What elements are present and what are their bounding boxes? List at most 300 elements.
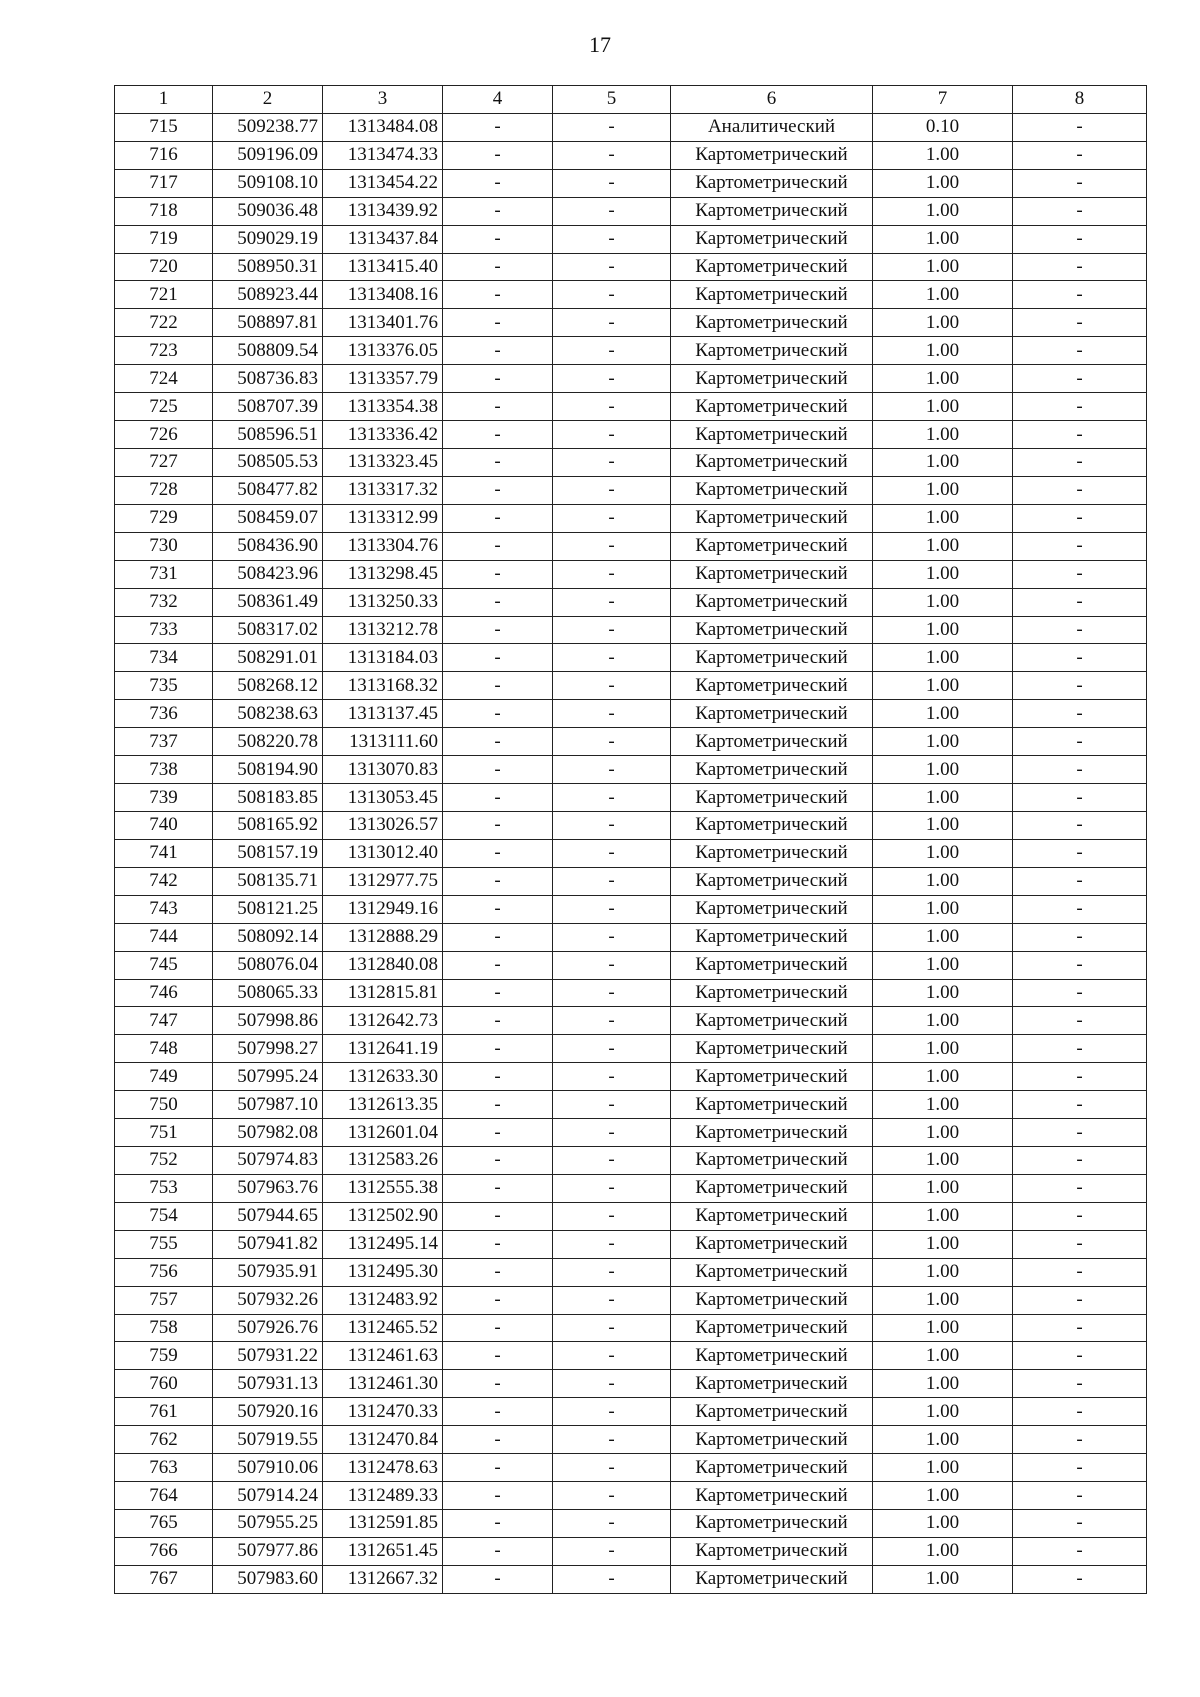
cell-col-4: -	[443, 979, 553, 1007]
coordinates-table	[114, 85, 1147, 1594]
cell-col-8: -	[1013, 1510, 1147, 1538]
cell-col-5: -	[553, 309, 671, 337]
cell-col-8: -	[1013, 169, 1147, 197]
cell-coord-y: 1312465.52	[323, 1314, 443, 1342]
cell-col-5: -	[553, 951, 671, 979]
cell-point-number: 752	[115, 1147, 213, 1175]
cell-accuracy: 1.00	[873, 1510, 1013, 1538]
cell-point-number: 758	[115, 1314, 213, 1342]
cell-col-5: -	[553, 700, 671, 728]
cell-method: Картометрический	[671, 1035, 873, 1063]
cell-accuracy: 1.00	[873, 281, 1013, 309]
cell-col-8: -	[1013, 1174, 1147, 1202]
cell-coord-y: 1313317.32	[323, 476, 443, 504]
cell-point-number: 751	[115, 1119, 213, 1147]
cell-accuracy: 1.00	[873, 644, 1013, 672]
table-row	[115, 1342, 1147, 1370]
cell-accuracy: 1.00	[873, 337, 1013, 365]
cell-col-5: -	[553, 1119, 671, 1147]
cell-col-8: -	[1013, 756, 1147, 784]
cell-method: Аналитический	[671, 113, 873, 141]
cell-method: Картометрический	[671, 1510, 873, 1538]
cell-accuracy: 1.00	[873, 895, 1013, 923]
cell-method: Картометрический	[671, 951, 873, 979]
cell-coord-x: 508423.96	[213, 560, 323, 588]
cell-col-4: -	[443, 1314, 553, 1342]
cell-coord-x: 508076.04	[213, 951, 323, 979]
cell-coord-x: 507944.65	[213, 1202, 323, 1230]
cell-method: Картометрический	[671, 421, 873, 449]
cell-coord-y: 1312470.33	[323, 1398, 443, 1426]
cell-method: Картометрический	[671, 504, 873, 532]
cell-coord-x: 508092.14	[213, 923, 323, 951]
cell-accuracy: 1.00	[873, 1565, 1013, 1593]
cell-coord-x: 509108.10	[213, 169, 323, 197]
cell-col-4: -	[443, 309, 553, 337]
table-row	[115, 169, 1147, 197]
cell-method: Картометрический	[671, 141, 873, 169]
cell-method: Картометрический	[671, 281, 873, 309]
cell-method: Картометрический	[671, 1286, 873, 1314]
cell-accuracy: 1.00	[873, 923, 1013, 951]
table-row	[115, 923, 1147, 951]
cell-point-number: 742	[115, 867, 213, 895]
cell-col-8: -	[1013, 1286, 1147, 1314]
cell-coord-y: 1313312.99	[323, 504, 443, 532]
cell-accuracy: 1.00	[873, 1230, 1013, 1258]
cell-coord-x: 508291.01	[213, 644, 323, 672]
table-row	[115, 1119, 1147, 1147]
cell-col-4: -	[443, 1063, 553, 1091]
cell-coord-y: 1313354.38	[323, 393, 443, 421]
cell-coord-x: 507963.76	[213, 1174, 323, 1202]
table-header	[115, 86, 1147, 114]
cell-col-8: -	[1013, 1147, 1147, 1175]
cell-method: Картометрический	[671, 197, 873, 225]
cell-accuracy: 1.00	[873, 1258, 1013, 1286]
cell-coord-x: 507919.55	[213, 1426, 323, 1454]
cell-method: Картометрический	[671, 672, 873, 700]
table-row	[115, 281, 1147, 309]
cell-method: Картометрический	[671, 393, 873, 421]
cell-accuracy: 1.00	[873, 1342, 1013, 1370]
cell-col-8: -	[1013, 476, 1147, 504]
cell-col-4: -	[443, 756, 553, 784]
cell-accuracy: 1.00	[873, 588, 1013, 616]
cell-col-5: -	[553, 616, 671, 644]
cell-col-8: -	[1013, 811, 1147, 839]
cell-col-8: -	[1013, 867, 1147, 895]
cell-coord-y: 1313401.76	[323, 309, 443, 337]
cell-col-4: -	[443, 1510, 553, 1538]
cell-method: Картометрический	[671, 1314, 873, 1342]
cell-method: Картометрический	[671, 1426, 873, 1454]
cell-point-number: 722	[115, 309, 213, 337]
table-row	[115, 225, 1147, 253]
cell-coord-y: 1313484.08	[323, 113, 443, 141]
table-row	[115, 588, 1147, 616]
table-row	[115, 1482, 1147, 1510]
header-row	[115, 86, 1147, 114]
cell-col-4: -	[443, 895, 553, 923]
cell-point-number: 762	[115, 1426, 213, 1454]
cell-coord-y: 1312840.08	[323, 951, 443, 979]
cell-coord-x: 508165.92	[213, 811, 323, 839]
cell-col-8: -	[1013, 1370, 1147, 1398]
cell-coord-x: 507931.22	[213, 1342, 323, 1370]
table-row	[115, 365, 1147, 393]
cell-col-5: -	[553, 393, 671, 421]
cell-coord-x: 507920.16	[213, 1398, 323, 1426]
cell-coord-x: 508505.53	[213, 448, 323, 476]
cell-point-number: 746	[115, 979, 213, 1007]
cell-method: Картометрический	[671, 1007, 873, 1035]
cell-coord-y: 1312591.85	[323, 1510, 443, 1538]
cell-col-4: -	[443, 448, 553, 476]
cell-accuracy: 1.00	[873, 700, 1013, 728]
cell-coord-x: 508065.33	[213, 979, 323, 1007]
table-row	[115, 811, 1147, 839]
cell-accuracy: 1.00	[873, 1370, 1013, 1398]
cell-accuracy: 1.00	[873, 756, 1013, 784]
cell-coord-x: 507941.82	[213, 1230, 323, 1258]
cell-col-5: -	[553, 1258, 671, 1286]
cell-col-5: -	[553, 588, 671, 616]
cell-method: Картометрический	[671, 448, 873, 476]
cell-coord-y: 1312470.84	[323, 1426, 443, 1454]
cell-point-number: 737	[115, 728, 213, 756]
cell-point-number: 733	[115, 616, 213, 644]
cell-coord-y: 1313439.92	[323, 197, 443, 225]
table-row	[115, 1286, 1147, 1314]
cell-col-4: -	[443, 1565, 553, 1593]
cell-coord-x: 508317.02	[213, 616, 323, 644]
cell-coord-x: 508809.54	[213, 337, 323, 365]
cell-coord-x: 508361.49	[213, 588, 323, 616]
cell-method: Картометрический	[671, 756, 873, 784]
cell-point-number: 715	[115, 113, 213, 141]
cell-accuracy: 1.00	[873, 616, 1013, 644]
cell-coord-x: 507935.91	[213, 1258, 323, 1286]
cell-accuracy: 1.00	[873, 1286, 1013, 1314]
cell-accuracy: 1.00	[873, 1314, 1013, 1342]
header-cell-8: 8	[1013, 86, 1147, 114]
cell-accuracy: 1.00	[873, 979, 1013, 1007]
cell-coord-x: 508923.44	[213, 281, 323, 309]
table-row	[115, 393, 1147, 421]
cell-point-number: 727	[115, 448, 213, 476]
cell-point-number: 741	[115, 839, 213, 867]
cell-col-4: -	[443, 1091, 553, 1119]
cell-coord-y: 1312633.30	[323, 1063, 443, 1091]
table-row	[115, 504, 1147, 532]
cell-coord-x: 507998.27	[213, 1035, 323, 1063]
cell-col-4: -	[443, 253, 553, 281]
cell-col-5: -	[553, 1537, 671, 1565]
cell-method: Картометрический	[671, 1258, 873, 1286]
cell-method: Картометрический	[671, 616, 873, 644]
cell-col-8: -	[1013, 923, 1147, 951]
cell-method: Картометрический	[671, 1454, 873, 1482]
cell-col-4: -	[443, 1147, 553, 1175]
table-row	[115, 1091, 1147, 1119]
cell-accuracy: 1.00	[873, 560, 1013, 588]
cell-accuracy: 1.00	[873, 476, 1013, 504]
cell-accuracy: 1.00	[873, 1119, 1013, 1147]
table-row	[115, 1063, 1147, 1091]
cell-col-4: -	[443, 784, 553, 812]
cell-col-5: -	[553, 560, 671, 588]
cell-coord-y: 1313250.33	[323, 588, 443, 616]
cell-point-number: 765	[115, 1510, 213, 1538]
cell-col-4: -	[443, 1398, 553, 1426]
cell-point-number: 735	[115, 672, 213, 700]
cell-accuracy: 1.00	[873, 1063, 1013, 1091]
cell-col-8: -	[1013, 393, 1147, 421]
cell-coord-y: 1313070.83	[323, 756, 443, 784]
cell-point-number: 739	[115, 784, 213, 812]
cell-method: Картометрический	[671, 365, 873, 393]
cell-col-8: -	[1013, 1202, 1147, 1230]
cell-col-5: -	[553, 1398, 671, 1426]
cell-col-5: -	[553, 169, 671, 197]
cell-col-5: -	[553, 253, 671, 281]
cell-method: Картометрический	[671, 979, 873, 1007]
cell-accuracy: 1.00	[873, 393, 1013, 421]
cell-col-4: -	[443, 113, 553, 141]
cell-col-8: -	[1013, 309, 1147, 337]
cell-coord-y: 1312949.16	[323, 895, 443, 923]
cell-coord-x: 507910.06	[213, 1454, 323, 1482]
cell-accuracy: 1.00	[873, 169, 1013, 197]
cell-method: Картометрический	[671, 700, 873, 728]
cell-point-number: 764	[115, 1482, 213, 1510]
cell-col-8: -	[1013, 421, 1147, 449]
cell-coord-y: 1313298.45	[323, 560, 443, 588]
cell-accuracy: 1.00	[873, 951, 1013, 979]
cell-col-4: -	[443, 672, 553, 700]
cell-method: Картометрический	[671, 1537, 873, 1565]
cell-coord-x: 507998.86	[213, 1007, 323, 1035]
table-row	[115, 1398, 1147, 1426]
table-row	[115, 756, 1147, 784]
cell-accuracy: 1.00	[873, 1537, 1013, 1565]
cell-accuracy: 1.00	[873, 225, 1013, 253]
table-row	[115, 1230, 1147, 1258]
cell-point-number: 753	[115, 1174, 213, 1202]
cell-method: Картометрический	[671, 867, 873, 895]
cell-coord-y: 1312601.04	[323, 1119, 443, 1147]
cell-point-number: 726	[115, 421, 213, 449]
table-row	[115, 1202, 1147, 1230]
cell-coord-y: 1313454.22	[323, 169, 443, 197]
cell-point-number: 723	[115, 337, 213, 365]
cell-col-5: -	[553, 197, 671, 225]
cell-col-5: -	[553, 784, 671, 812]
cell-coord-x: 507983.60	[213, 1565, 323, 1593]
table-row	[115, 476, 1147, 504]
cell-accuracy: 1.00	[873, 1091, 1013, 1119]
cell-coord-y: 1312651.45	[323, 1537, 443, 1565]
cell-method: Картометрический	[671, 784, 873, 812]
cell-col-4: -	[443, 504, 553, 532]
cell-coord-x: 509238.77	[213, 113, 323, 141]
cell-col-5: -	[553, 1063, 671, 1091]
cell-col-5: -	[553, 337, 671, 365]
cell-accuracy: 1.00	[873, 839, 1013, 867]
cell-col-5: -	[553, 1230, 671, 1258]
cell-coord-y: 1313026.57	[323, 811, 443, 839]
cell-method: Картометрический	[671, 1482, 873, 1510]
cell-point-number: 729	[115, 504, 213, 532]
cell-method: Картометрический	[671, 1119, 873, 1147]
cell-point-number: 734	[115, 644, 213, 672]
cell-coord-x: 508220.78	[213, 728, 323, 756]
cell-point-number: 731	[115, 560, 213, 588]
cell-col-5: -	[553, 1565, 671, 1593]
table-row	[115, 867, 1147, 895]
cell-col-8: -	[1013, 1007, 1147, 1035]
cell-point-number: 763	[115, 1454, 213, 1482]
cell-accuracy: 1.00	[873, 197, 1013, 225]
cell-accuracy: 0.10	[873, 113, 1013, 141]
cell-coord-y: 1312888.29	[323, 923, 443, 951]
cell-col-4: -	[443, 281, 553, 309]
table-row	[115, 421, 1147, 449]
cell-method: Картометрический	[671, 811, 873, 839]
cell-method: Картометрический	[671, 1398, 873, 1426]
cell-col-8: -	[1013, 1230, 1147, 1258]
cell-coord-y: 1313012.40	[323, 839, 443, 867]
cell-accuracy: 1.00	[873, 141, 1013, 169]
table-row	[115, 448, 1147, 476]
cell-coord-x: 508897.81	[213, 309, 323, 337]
cell-col-8: -	[1013, 1035, 1147, 1063]
cell-accuracy: 1.00	[873, 448, 1013, 476]
cell-coord-x: 508121.25	[213, 895, 323, 923]
cell-point-number: 721	[115, 281, 213, 309]
cell-col-8: -	[1013, 1565, 1147, 1593]
cell-col-8: -	[1013, 365, 1147, 393]
table-row	[115, 700, 1147, 728]
cell-method: Картометрический	[671, 588, 873, 616]
cell-point-number: 740	[115, 811, 213, 839]
cell-coord-x: 509036.48	[213, 197, 323, 225]
cell-col-8: -	[1013, 281, 1147, 309]
cell-col-8: -	[1013, 728, 1147, 756]
cell-col-8: -	[1013, 225, 1147, 253]
cell-col-4: -	[443, 588, 553, 616]
cell-point-number: 745	[115, 951, 213, 979]
cell-coord-x: 507974.83	[213, 1147, 323, 1175]
cell-coord-x: 507926.76	[213, 1314, 323, 1342]
cell-accuracy: 1.00	[873, 1398, 1013, 1426]
cell-col-8: -	[1013, 644, 1147, 672]
table-row	[115, 309, 1147, 337]
cell-col-4: -	[443, 1174, 553, 1202]
cell-point-number: 767	[115, 1565, 213, 1593]
cell-col-5: -	[553, 756, 671, 784]
cell-coord-y: 1313336.42	[323, 421, 443, 449]
cell-method: Картометрический	[671, 337, 873, 365]
cell-coord-y: 1312555.38	[323, 1174, 443, 1202]
cell-method: Картометрический	[671, 560, 873, 588]
cell-col-4: -	[443, 1426, 553, 1454]
cell-col-8: -	[1013, 1454, 1147, 1482]
cell-col-5: -	[553, 839, 671, 867]
cell-col-8: -	[1013, 1482, 1147, 1510]
cell-col-8: -	[1013, 979, 1147, 1007]
cell-coord-x: 508268.12	[213, 672, 323, 700]
cell-col-4: -	[443, 337, 553, 365]
cell-col-4: -	[443, 1482, 553, 1510]
cell-coord-y: 1312583.26	[323, 1147, 443, 1175]
cell-coord-y: 1313357.79	[323, 365, 443, 393]
cell-accuracy: 1.00	[873, 1147, 1013, 1175]
cell-coord-y: 1312461.30	[323, 1370, 443, 1398]
cell-col-8: -	[1013, 672, 1147, 700]
cell-coord-y: 1313376.05	[323, 337, 443, 365]
table-row	[115, 895, 1147, 923]
cell-coord-x: 508707.39	[213, 393, 323, 421]
cell-col-8: -	[1013, 1091, 1147, 1119]
cell-col-5: -	[553, 448, 671, 476]
cell-point-number: 732	[115, 588, 213, 616]
cell-col-4: -	[443, 923, 553, 951]
cell-col-4: -	[443, 1537, 553, 1565]
table-row	[115, 1537, 1147, 1565]
table-row	[115, 1258, 1147, 1286]
table-row	[115, 616, 1147, 644]
cell-coord-x: 507931.13	[213, 1370, 323, 1398]
cell-col-4: -	[443, 811, 553, 839]
cell-accuracy: 1.00	[873, 504, 1013, 532]
cell-col-4: -	[443, 532, 553, 560]
cell-coord-y: 1312461.63	[323, 1342, 443, 1370]
table-row	[115, 197, 1147, 225]
cell-coord-x: 508736.83	[213, 365, 323, 393]
cell-col-5: -	[553, 1147, 671, 1175]
cell-col-4: -	[443, 1258, 553, 1286]
cell-point-number: 728	[115, 476, 213, 504]
cell-point-number: 761	[115, 1398, 213, 1426]
cell-col-5: -	[553, 113, 671, 141]
table-row	[115, 1174, 1147, 1202]
cell-coord-x: 508436.90	[213, 532, 323, 560]
cell-col-4: -	[443, 1454, 553, 1482]
cell-coord-x: 508157.19	[213, 839, 323, 867]
cell-col-5: -	[553, 811, 671, 839]
cell-col-5: -	[553, 1035, 671, 1063]
table-body	[115, 113, 1147, 1593]
cell-col-5: -	[553, 1202, 671, 1230]
cell-point-number: 730	[115, 532, 213, 560]
cell-method: Картометрический	[671, 1565, 873, 1593]
table-row	[115, 1147, 1147, 1175]
cell-col-8: -	[1013, 337, 1147, 365]
cell-method: Картометрический	[671, 1147, 873, 1175]
cell-col-4: -	[443, 700, 553, 728]
cell-coord-x: 507995.24	[213, 1063, 323, 1091]
cell-coord-y: 1312613.35	[323, 1091, 443, 1119]
cell-col-8: -	[1013, 141, 1147, 169]
cell-point-number: 720	[115, 253, 213, 281]
cell-col-8: -	[1013, 784, 1147, 812]
cell-col-5: -	[553, 1426, 671, 1454]
cell-coord-y: 1312495.14	[323, 1230, 443, 1258]
header-cell-1: 1	[115, 86, 213, 114]
cell-col-5: -	[553, 225, 671, 253]
